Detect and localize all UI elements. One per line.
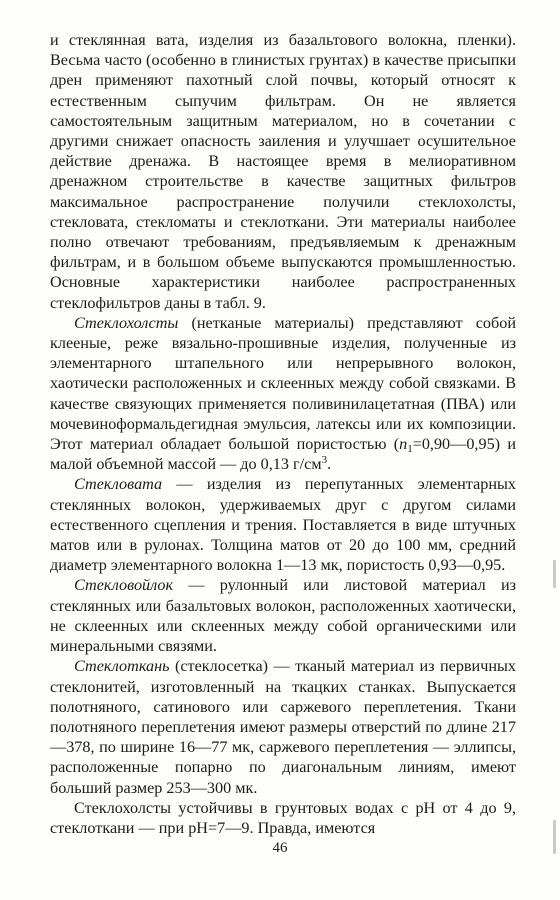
paragraph-glass-felt — [50, 575, 516, 656]
paragraph-text: (нетканые материалы) представляют собой клееные, реже вязально-прошивные изделия, полученные из элементарного штапельного или непрерывного волокон, хаотически расположенных и склеенных между собой связками. В качестве связующих применяется поливинилацетатная (ПВА) или мочевиноформальдегидная эмульсия, латексы или их композиции. Этот материал обладает большой пористостью ( — [50, 313, 516, 454]
paragraph-text-formula: =0,90—0,95) и малой объемной массой — до 0,13 г/см — [50, 435, 516, 474]
paragraph-intro — [50, 30, 516, 313]
paragraph-glass-wool — [50, 474, 516, 575]
paragraph-text: — изделия из перепутанных элементарных стеклянных волокон, удерживаемых друг с другом силами естественного сцепления и трения. Поставляется в виде штучных матов или в рулонах. Толщина матов от 20 до 100 мм, средний диаметр элементарного волокна 1—13 мк, пористость 0,93—0,95. — [50, 475, 516, 575]
paragraph-glass-fabric — [50, 656, 516, 797]
paragraph-text: и стеклянная вата, изделия из базальтового волокна, пленки). Весьма часто (особенно в глинистых грунтах) в качестве присыпки дрен применяют пахотный слой почвы, который относят к естественным сыпучим фильтрам. Он не является самостоятельным защитным материалом, но в сочетании с другими снижает опасность заиления и улучшает осушительное действие дренажа. В настоящее время в мелиоративном дренажном строительстве в качестве защитных фильтров максимальное распространение получили стеклохолсты, стекловата, стекломаты и стеклоткани. Эти материалы наиболее полно отвечают требованиям, предъявляемым к дренажным фильтрам, и в большом объеме выпускаются промышленностью. Основные характеристики наиболее распространенных стеклофильтров даны в табл. 9. — [50, 31, 516, 312]
paragraph-glass-canvas — [50, 313, 516, 475]
porosity-symbol: n — [399, 435, 408, 454]
paragraph-text: Стеклохолсты устойчивы в грунтовых водах с pH от 4 до 9, стеклоткани — при pH=7—9. Правда, имеются — [50, 798, 516, 837]
paragraph-text-end: . — [327, 455, 332, 474]
unit-superscript: 3 — [321, 454, 328, 467]
page-number: 46 — [272, 840, 288, 856]
paragraph-text: (стеклосетка) — тканый материал из первичных стеклонитей, изготовленный на ткацких станках. Выпускается полотняного, сатинового или саржевого переплетения. Ткани полотняного переплетения имеют размеры отверстий по длине 217—378, по ширине 16—77 мк, саржевого переплетения — эллипсы, расположенные попарно по диагональным линиям, имеют больший размер 253—300 мк. — [50, 657, 516, 797]
term-glass-canvas: Стеклохолсты — [74, 313, 179, 332]
porosity-subscript: 1 — [407, 443, 413, 456]
term-glass-felt: Стекловойлок — [74, 576, 174, 595]
paragraph-text: — рулонный или листовой материал из стеклянных или базальтовых волокон, расположенных хаотически, не склеенных или склеенных между собой органическими или минеральными связями. — [50, 576, 516, 656]
scan-edge-mark — [553, 560, 556, 588]
body-text — [50, 30, 516, 838]
scan-edge-mark — [553, 820, 556, 854]
term-glass-fabric: Стеклоткань — [74, 657, 170, 676]
paragraph-ph-stability — [50, 798, 516, 838]
term-glass-wool: Стекловата — [74, 475, 163, 494]
